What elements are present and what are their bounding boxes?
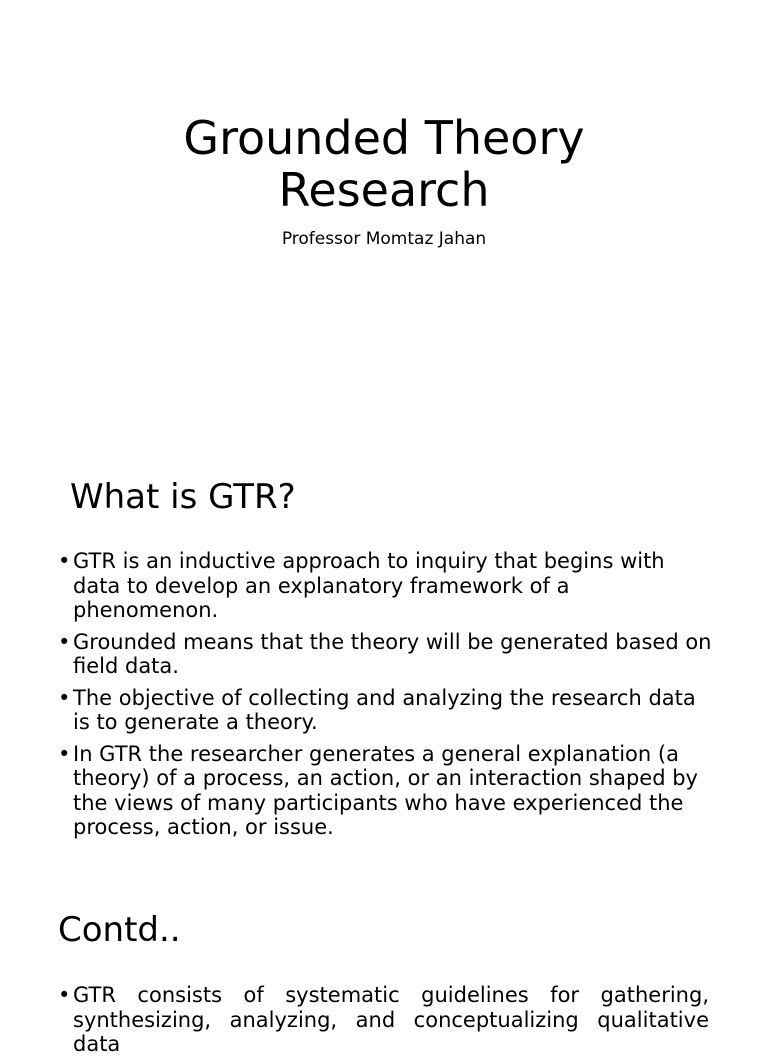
bullet-point-icon: • — [58, 685, 71, 710]
bullet-list — [58, 549, 718, 847]
bullet-point-icon: • — [58, 741, 71, 766]
bullet-text: Grounded means that the theory will be generated based on field data. — [73, 629, 712, 678]
list-item — [58, 742, 718, 840]
bullet-point-icon: • — [58, 629, 71, 654]
title-line-1: Grounded Theory — [183, 111, 585, 165]
bullet-text: GTR is an inductive approach to inquiry that begins with data to develop an explanatory framework of a phenomenon. — [73, 549, 665, 622]
bullet-text: GTR consists of systematic guidelines for gathering, synthesizing, analyzing, and conceptualizing qualitative data — [73, 983, 709, 1056]
bullet-point-icon: • — [58, 549, 71, 573]
slide-heading: Contd.. — [58, 910, 181, 950]
bullet-text: In GTR the researcher generates a general explanation (a theory) of a process, an action, or an interaction shaped by the views of many participants who have experienced the process, action, or issue. — [73, 741, 698, 839]
list-item — [58, 983, 709, 1057]
presenter-name: Professor Momtaz Jahan — [281, 229, 487, 249]
list-item — [58, 630, 718, 679]
title-slide — [0, 0, 768, 432]
title-line-2: Research — [278, 163, 490, 217]
slide-heading: What is GTR? — [70, 477, 296, 517]
list-item — [58, 549, 718, 623]
bullet-list — [58, 983, 709, 1064]
slide-contd — [0, 864, 768, 1056]
list-item — [58, 686, 718, 735]
slide-what-is-gtr — [0, 432, 768, 864]
bullet-text: The objective of collecting and analyzing the research data is to generate a theory. — [73, 685, 696, 734]
presentation-title — [0, 112, 768, 216]
bullet-point-icon: • — [58, 983, 71, 1007]
